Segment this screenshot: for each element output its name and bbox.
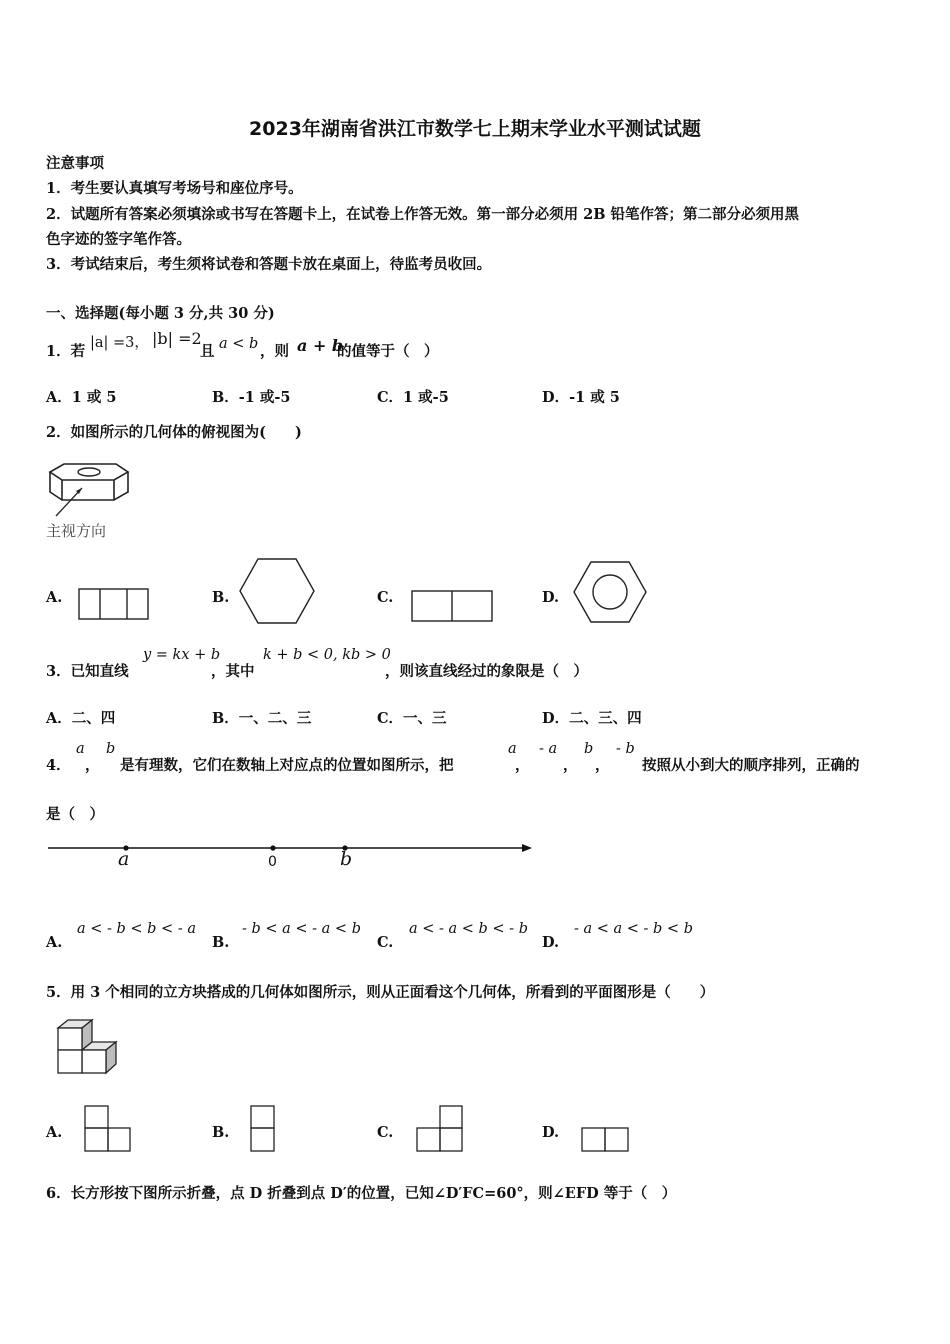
- q4-axis-label-a: a: [118, 848, 130, 870]
- q3-conditions: k + b < 0, kb > 0: [263, 647, 391, 663]
- q4-prefix: 4．: [46, 757, 71, 774]
- q4-list-comma-2: ，: [563, 757, 578, 774]
- q2-option-d[interactable]: D.: [542, 589, 560, 606]
- q2-text: 2．如图所示的几何体的俯视图为( ): [46, 424, 302, 441]
- q5-text: 5．用 3 个相同的立方块搭成的几何体如图所示，则从正面看这个几何体，所看到的平面图形是（ ）: [46, 984, 715, 1001]
- q5-option-c[interactable]: C.: [377, 1124, 394, 1141]
- q5-option-a[interactable]: A.: [46, 1124, 63, 1141]
- q4-point-zero: [270, 845, 275, 850]
- q4-list-comma-3: ，: [595, 757, 610, 774]
- notice-heading: 注意事项: [46, 155, 104, 172]
- q6-text: 6．长方形按下图所示折叠，点 D 折叠到点 D′的位置，已知∠D′FC=60°，则∠EFD 等于（ ）: [46, 1185, 677, 1202]
- q4-comma: ，: [85, 757, 100, 774]
- q2-option-c-figure[interactable]: [411, 590, 495, 624]
- notice-item-1: 1．考生要认真填写考场号和座位序号。: [46, 180, 303, 197]
- notice-item-2-cont: 色字迹的签字笔作答。: [46, 231, 191, 248]
- q5-option-a-figure[interactable]: [84, 1105, 132, 1153]
- q3-where: ，其中: [211, 663, 255, 680]
- q2-option-b-figure[interactable]: [238, 557, 316, 625]
- q4-option-b-math[interactable]: - b < a < - a < b: [242, 921, 361, 937]
- q1-prefix: 1．若: [46, 343, 86, 360]
- q2-option-a[interactable]: A.: [46, 589, 63, 606]
- q4-option-c-math[interactable]: a < - a < b < - b: [409, 921, 528, 937]
- q4-option-b[interactable]: B.: [212, 934, 230, 951]
- q3-option-a[interactable]: A．二、四: [46, 710, 116, 727]
- q3-line-eq: y = kx + b: [143, 647, 221, 663]
- q4-list-comma-1: ，: [515, 757, 530, 774]
- q3-option-d[interactable]: D．二、三、四: [542, 710, 642, 727]
- q5-option-d[interactable]: D.: [542, 1124, 560, 1141]
- q3-suffix: ，则该直线经过的象限是（ ）: [385, 663, 588, 680]
- q4-option-a-math[interactable]: a < - b < b < - a: [77, 921, 196, 937]
- q5-option-d-figure[interactable]: [581, 1127, 631, 1153]
- q5-option-b-figure[interactable]: [250, 1105, 276, 1153]
- q3-option-b[interactable]: B．一、二、三: [212, 710, 312, 727]
- q4-axis-label-b: b: [340, 848, 353, 870]
- q1-option-d[interactable]: D．-1 或 5: [542, 389, 620, 406]
- notice-item-3: 3．考试结束后，考生须将试卷和答题卡放在桌面上，待监考员收回。: [46, 256, 492, 273]
- q3-option-c[interactable]: C．一、三: [377, 710, 447, 727]
- q4-var-b: b: [106, 741, 116, 757]
- q5-cube-figure: [56, 1018, 118, 1076]
- q4-list-a: a: [508, 741, 517, 757]
- q4-suffix: 按照从小到大的顺序排列，正确的: [642, 757, 860, 774]
- q3-prefix: 3．已知直线: [46, 663, 129, 680]
- q4-axis-label-zero: 0: [268, 854, 277, 870]
- q2-view-direction-label: 主视方向: [46, 522, 107, 540]
- q4-line2: 是（ ）: [46, 806, 104, 823]
- q4-option-a[interactable]: A.: [46, 934, 63, 951]
- page-title: 2023年湖南省洪江市数学七上期末学业水平测试试题: [249, 118, 701, 140]
- q2-option-b[interactable]: B.: [212, 589, 230, 606]
- q4-list-neg-a: - a: [539, 741, 558, 757]
- q1-then: ，则: [260, 343, 289, 360]
- q1-option-a[interactable]: A．1 或 5: [46, 389, 117, 406]
- q2-view-arrow-icon: [50, 480, 90, 520]
- q5-option-b[interactable]: B.: [212, 1124, 230, 1141]
- q4-option-d-math[interactable]: - a < a < - b < b: [574, 921, 693, 937]
- q4-list-b: b: [584, 741, 594, 757]
- q1-option-c[interactable]: C．1 或-5: [377, 389, 449, 406]
- q2-option-c[interactable]: C.: [377, 589, 394, 606]
- q4-option-d[interactable]: D.: [542, 934, 560, 951]
- q4-text: 是有理数，它们在数轴上对应点的位置如图所示，把: [120, 757, 454, 774]
- q4-list-neg-b: - b: [616, 741, 635, 757]
- q1-suffix: 的值等于（ ）: [337, 343, 439, 360]
- q5-option-c-figure[interactable]: [416, 1105, 464, 1153]
- q1-and: 且: [200, 343, 215, 360]
- q2-option-d-figure[interactable]: [572, 560, 648, 624]
- q4-var-a: a: [76, 741, 85, 757]
- q1-sum: a + b: [297, 336, 344, 355]
- q1-abs-b: |b| =2: [152, 329, 202, 348]
- q2-option-a-figure[interactable]: [78, 588, 150, 622]
- q1-option-b[interactable]: B．-1 或-5: [212, 389, 291, 406]
- q1-cond: a < b: [219, 336, 259, 352]
- q1-abs-a: |a| =3，: [90, 335, 149, 351]
- section-heading: 一、选择题(每小题 3 分,共 30 分): [46, 305, 275, 322]
- notice-item-2: 2．试题所有答案必须填涂或书写在答题卡上，在试卷上作答无效。第一部分必须用 2B 铅笔作答；第二部分必须用黑: [46, 206, 800, 223]
- q4-option-c[interactable]: C.: [377, 934, 394, 951]
